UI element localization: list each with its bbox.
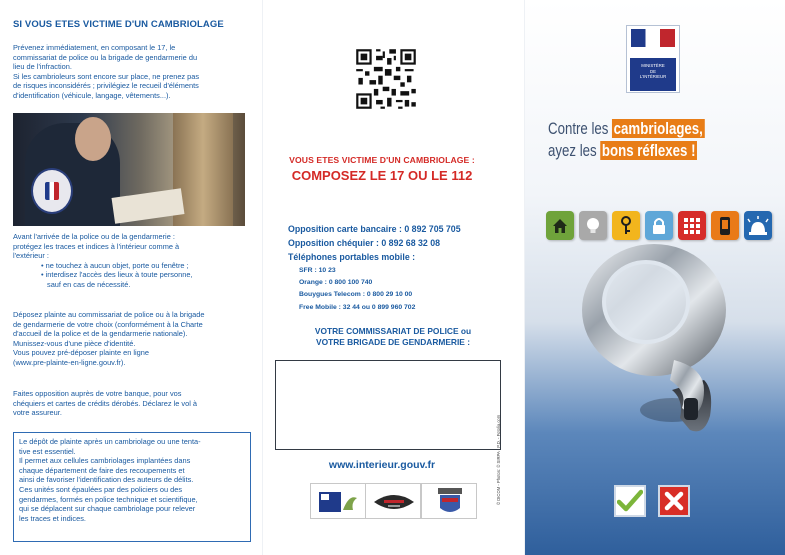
police-photo: [13, 113, 245, 226]
middle-panel: [262, 0, 524, 555]
police-logo: [310, 483, 366, 519]
fold-line: [262, 0, 263, 555]
text-line: votre assureur.: [13, 408, 62, 418]
key-graphic: [554, 240, 754, 450]
bullet-item: • interdisez l'accès des lieux à toute personne,: [13, 270, 251, 280]
slogan-text: ayez les: [548, 141, 601, 160]
text-line: de risques inconsidérés ; privilégiez le recueil d'éléments: [13, 81, 199, 91]
operator-orange: Orange : 0 800 100 740: [299, 279, 373, 286]
text-line: gendarmes, formés en police technique et scientifique,: [19, 494, 198, 504]
opposition-card-line: Opposition carte bancaire : 0 892 705 705: [288, 224, 461, 234]
text-line: d'accueil de la police et de la gendarmerie nationale).: [13, 329, 188, 339]
operator-bouygues: Bouygues Telecom : 0 800 29 10 00: [299, 291, 413, 298]
text-line: Vous pouvez pré-déposer plainte en ligne: [13, 348, 150, 358]
bullet-continuation: sauf en cas de nécessité.: [47, 279, 131, 289]
marianne-flag-icon: [631, 29, 675, 47]
text-line: de gendarmerie de votre choix (conformément à la Charte: [13, 319, 203, 329]
text-line: commissariat de police ou la brigade de gendarmerie du: [13, 52, 198, 62]
local-station-prompt: [262, 326, 524, 348]
text-line: Il permet aux cellules cambriolages implantées dans: [19, 456, 191, 466]
slogan-text: Contre les: [548, 119, 613, 138]
text-line: qui se déplacent sur chaque cambriolage pour relever: [19, 504, 196, 514]
text-line: Prévenez immédiatement, en composant le 17, le: [13, 43, 176, 52]
operator-free: Free Mobile : 32 44 ou 0 899 960 702: [299, 304, 416, 311]
text-line: l'extérieur :: [13, 251, 49, 261]
qr-code-icon[interactable]: [354, 45, 418, 113]
ministry-name-box: [630, 58, 676, 91]
text-line: Le dépôt de plainte après un cambriolage ou une tenta-: [19, 437, 201, 446]
website-link[interactable]: www.interieur.gouv.fr: [328, 459, 436, 471]
keypad-icon: [678, 211, 706, 240]
key-illustration: [554, 240, 754, 450]
text-line: Avant l'arrivée de la police ou de la gendarmerie :: [13, 232, 175, 241]
text-line: tive est essentiel.: [19, 446, 76, 456]
prevention-icons: [546, 211, 780, 241]
paragraph-call: [13, 43, 251, 101]
text-line: les traces et indices.: [19, 513, 86, 523]
complaint-notice-box: [13, 432, 251, 542]
opposition-cheque-line: Opposition chéquier : 0 892 68 32 08: [288, 238, 441, 248]
text-line: d'identification (véhicule, langage, vêtements...).: [13, 90, 171, 100]
paragraph-complaint: [13, 310, 251, 368]
text-line: chaque département de faire des recoupements et: [19, 465, 185, 475]
text-line: Ces unités sont épaulées par des policiers ou des: [19, 484, 183, 494]
gendarmerie-logo: [365, 483, 421, 519]
text-line: (www.pre-plainte-en-ligne.gouv.fr).: [13, 357, 126, 367]
mobiles-title: Téléphones portables mobile :: [288, 252, 416, 262]
prefecture-logo-graphic: [422, 484, 478, 520]
cross-icon: [658, 485, 690, 517]
text-line: Déposez plainte au commissariat de police ou à la brigade: [13, 310, 205, 319]
text-line: lieu de l'infraction.: [13, 62, 72, 72]
phone-icon: [711, 211, 739, 240]
slogan-line-2: [548, 140, 782, 162]
paragraph-opposition: [13, 389, 251, 418]
slogan: [548, 118, 785, 162]
ministry-line: DE: [650, 68, 656, 74]
text-line: protégez les traces et indices à l'intérieur comme à: [13, 241, 180, 251]
text-line: Munissez-vous d'une pièce d'identité.: [13, 338, 136, 348]
ministry-logo: [626, 25, 680, 93]
paragraph-before-arrival: [13, 232, 251, 290]
ministry-line: MINISTÈRE: [641, 63, 665, 68]
left-panel: [0, 0, 262, 555]
slogan-line-1: [548, 118, 782, 140]
text-line: chéquiers et cartes de crédits dérobés. Déclarez le vol à: [13, 398, 198, 408]
operator-sfr: SFR : 10 23: [299, 267, 336, 274]
alert-line-1: VOUS ETES VICTIME D'UN CAMBRIOLAGE :: [289, 155, 475, 165]
left-heading: SI VOUS ETES VICTIME D'UN CAMBRIOLAGE: [13, 19, 224, 30]
text-line: Faites opposition auprès de votre banque, pour vos: [13, 389, 182, 398]
station-writein-box[interactable]: [275, 360, 501, 450]
alert-line-2: COMPOSEZ LE 17 OU LE 112: [291, 168, 473, 183]
gendarmerie-logo-graphic: [366, 484, 422, 520]
qr-code-graphic: [354, 45, 418, 113]
police-badge-icon: [31, 168, 73, 214]
right-panel: [524, 0, 785, 555]
bulb-icon: [579, 211, 607, 240]
prefecture-police-logo: [421, 483, 477, 519]
officer-head: [75, 117, 111, 161]
bullet-item: • ne touchez à aucun objet, porte ou fenêtre ;: [13, 261, 251, 271]
prompt-line: VOTRE BRIGADE DE GENDARMERIE :: [315, 337, 471, 347]
check-icon: [614, 485, 646, 517]
slogan-highlight: bons réflexes !: [601, 141, 696, 160]
photo-credit: © DICOM - Photos: © SIRPA - P.D. - Fotolia.com: [496, 414, 501, 505]
ministry-line: L'INTÉRIEUR: [639, 74, 667, 80]
house-icon: [546, 211, 574, 240]
alarm-icon: [744, 211, 772, 240]
prompt-line: VOTRE COMMISSARIAT DE POLICE ou: [314, 326, 472, 336]
police-logo-graphic: [311, 484, 367, 520]
text-line: Si les cambrioleurs sont encore sur place, ne prenez pas: [13, 71, 200, 81]
fold-line: [524, 0, 525, 555]
key-icon: [612, 211, 640, 240]
slogan-highlight: cambriolages,: [613, 119, 703, 138]
text-line: ainsi de favoriser l'identification des auteurs de délits.: [19, 475, 194, 485]
padlock-icon: [645, 211, 673, 240]
